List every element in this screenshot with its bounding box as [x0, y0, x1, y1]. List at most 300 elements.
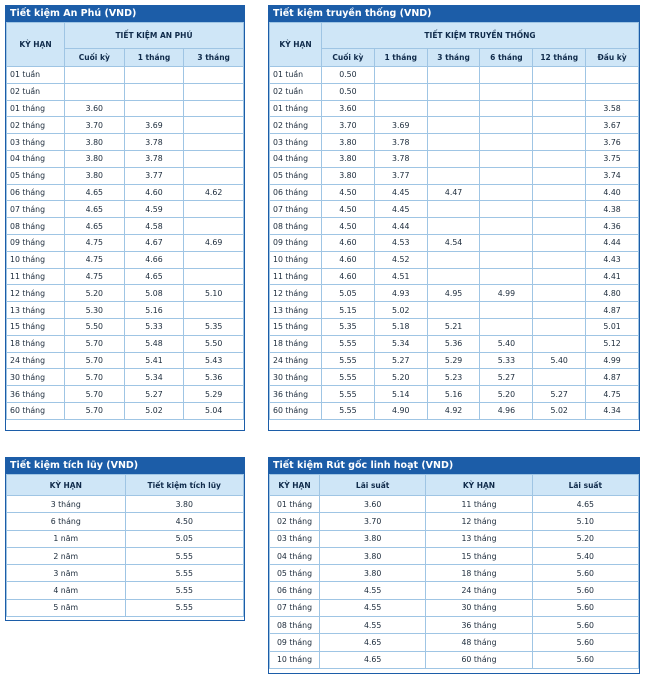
traditional-rate-cell: 3.60	[322, 100, 375, 117]
anphu-term-header: KỲ HẠN	[7, 23, 65, 67]
accumulate-rate-cell: 3 năm	[7, 565, 126, 582]
accumulate-row	[7, 530, 244, 547]
traditional-rate-cell	[533, 318, 586, 335]
traditional-rate-cell	[533, 117, 586, 134]
anphu-row	[7, 335, 244, 352]
traditional-rate-cell: 4.87	[586, 302, 639, 319]
traditional-rate-cell	[427, 117, 480, 134]
traditional-row	[270, 184, 639, 201]
anphu-rate-cell: 5.70	[65, 402, 125, 419]
anphu-term-cell: 13 tháng	[7, 302, 65, 319]
anphu-rate-cell: 3.70	[65, 117, 125, 134]
traditional-rate-cell: 4.60	[322, 234, 375, 251]
traditional-rate-cell: 4.90	[374, 402, 427, 419]
accumulate-row	[7, 547, 244, 564]
accumulate-table	[6, 474, 244, 617]
traditional-row	[270, 67, 639, 84]
accumulate-rate-cell: 5 năm	[7, 599, 126, 616]
accumulate-rate-header: Tiết kiệm tích lũy	[125, 475, 244, 496]
flexible-row	[270, 513, 639, 530]
traditional-rate-cell: 3.67	[586, 117, 639, 134]
anphu-table	[6, 22, 244, 420]
anphu-rate-cell	[124, 100, 184, 117]
traditional-rate-cell: 3.80	[322, 167, 375, 184]
traditional-term-cell: 24 tháng	[270, 352, 322, 369]
traditional-rate-cell	[427, 201, 480, 218]
traditional-rate-cell	[533, 268, 586, 285]
anphu-rate-cell: 3.77	[124, 167, 184, 184]
traditional-table	[269, 22, 639, 420]
accumulate-term-header: KỲ HẠN	[7, 475, 126, 496]
traditional-rate-cell: 4.60	[322, 268, 375, 285]
anphu-term-cell: 07 tháng	[7, 201, 65, 218]
anphu-rate-cell: 3.78	[124, 150, 184, 167]
traditional-row	[270, 369, 639, 386]
traditional-rate-cell	[427, 302, 480, 319]
anphu-rate-cell	[184, 100, 244, 117]
flexible-rate-cell: 3.80	[320, 565, 426, 582]
anphu-row	[7, 386, 244, 403]
traditional-rate-cell: 4.44	[586, 234, 639, 251]
anphu-term-cell: 36 tháng	[7, 386, 65, 403]
flexible-row	[270, 565, 639, 582]
anphu-row	[7, 218, 244, 235]
traditional-rate-cell: 4.95	[427, 285, 480, 302]
anphu-term-cell: 10 tháng	[7, 251, 65, 268]
traditional-rate-cell: 4.96	[480, 402, 533, 419]
anphu-rate-cell: 3.60	[65, 100, 125, 117]
anphu-term-cell: 04 tháng	[7, 150, 65, 167]
anphu-rate-cell: 5.70	[65, 369, 125, 386]
traditional-rate-cell: 5.35	[322, 318, 375, 335]
anphu-rate-cell: 5.70	[65, 352, 125, 369]
traditional-rate-cell: 4.87	[586, 369, 639, 386]
traditional-rate-cell	[533, 335, 586, 352]
anphu-term-cell: 05 tháng	[7, 167, 65, 184]
anphu-rate-cell: 5.43	[184, 352, 244, 369]
traditional-rate-cell	[374, 67, 427, 84]
accumulate-panel	[5, 457, 245, 621]
traditional-rate-cell	[427, 167, 480, 184]
anphu-term-cell: 01 tuần	[7, 67, 65, 84]
anphu-rate-cell: 5.04	[184, 402, 244, 419]
accumulate-rate-cell: 5.55	[125, 599, 244, 616]
flexible-rate-cell: 60 tháng	[426, 651, 532, 668]
traditional-rate-cell	[533, 167, 586, 184]
flexible-rate-cell: 18 tháng	[426, 565, 532, 582]
flexible-term-header: KỲ HẠN	[426, 475, 532, 496]
flexible-rate-cell: 05 tháng	[270, 565, 320, 582]
anphu-term-cell: 24 tháng	[7, 352, 65, 369]
anphu-rate-cell: 5.41	[124, 352, 184, 369]
anphu-rate-cell: 5.08	[124, 285, 184, 302]
anphu-rate-cell: 4.65	[124, 268, 184, 285]
traditional-rate-cell: 4.52	[374, 251, 427, 268]
accumulate-title: Tiết kiệm tích lũy (VND)	[6, 458, 244, 474]
flexible-row	[270, 530, 639, 547]
traditional-term-cell: 01 tháng	[270, 100, 322, 117]
traditional-rate-cell	[480, 302, 533, 319]
traditional-rate-cell: 4.41	[586, 268, 639, 285]
traditional-row	[270, 167, 639, 184]
accumulate-rate-cell: 6 tháng	[7, 513, 126, 530]
traditional-term-cell: 02 tuần	[270, 83, 322, 100]
anphu-rate-cell	[184, 251, 244, 268]
traditional-rate-cell: 5.34	[374, 335, 427, 352]
traditional-rate-cell	[480, 268, 533, 285]
flexible-rate-cell: 4.65	[320, 634, 426, 651]
anphu-term-cell: 12 tháng	[7, 285, 65, 302]
anphu-row	[7, 234, 244, 251]
anphu-rate-cell: 4.65	[65, 218, 125, 235]
traditional-rate-cell	[480, 83, 533, 100]
accumulate-row	[7, 599, 244, 616]
traditional-rate-cell: 4.80	[586, 285, 639, 302]
traditional-rate-cell: 5.23	[427, 369, 480, 386]
traditional-rate-cell	[427, 218, 480, 235]
traditional-rate-cell: 4.43	[586, 251, 639, 268]
anphu-row	[7, 268, 244, 285]
anphu-term-cell: 02 tuần	[7, 83, 65, 100]
traditional-rate-cell	[374, 83, 427, 100]
anphu-rate-cell: 4.67	[124, 234, 184, 251]
traditional-term-cell: 03 tháng	[270, 134, 322, 151]
traditional-rate-cell: 5.01	[586, 318, 639, 335]
accumulate-rate-cell: 5.55	[125, 547, 244, 564]
anphu-row	[7, 100, 244, 117]
anphu-row	[7, 67, 244, 84]
traditional-row	[270, 100, 639, 117]
traditional-term-cell: 18 tháng	[270, 335, 322, 352]
anphu-row	[7, 83, 244, 100]
anphu-rate-cell: 4.75	[65, 268, 125, 285]
traditional-term-cell: 36 tháng	[270, 386, 322, 403]
flexible-rate-cell: 13 tháng	[426, 530, 532, 547]
traditional-rate-cell: 4.50	[322, 184, 375, 201]
traditional-row	[270, 335, 639, 352]
traditional-rate-cell	[427, 251, 480, 268]
anphu-row	[7, 285, 244, 302]
flexible-rate-cell: 5.60	[532, 599, 638, 616]
flexible-rate-cell: 4.65	[532, 496, 638, 513]
anphu-rate-cell: 3.80	[65, 134, 125, 151]
flexible-rate-cell: 4.55	[320, 582, 426, 599]
traditional-rate-cell: 5.02	[533, 402, 586, 419]
traditional-rate-cell: 4.36	[586, 218, 639, 235]
anphu-col-header: Cuối kỳ	[65, 49, 125, 67]
anphu-group-header: TIẾT KIỆM AN PHÚ	[65, 23, 244, 49]
traditional-rate-cell: 4.34	[586, 402, 639, 419]
traditional-rate-cell: 5.29	[427, 352, 480, 369]
flexible-rate-cell: 08 tháng	[270, 617, 320, 634]
anphu-term-cell: 15 tháng	[7, 318, 65, 335]
anphu-rate-cell: 5.33	[124, 318, 184, 335]
traditional-rate-cell: 3.74	[586, 167, 639, 184]
anphu-rate-cell: 5.70	[65, 335, 125, 352]
traditional-rate-cell: 3.76	[586, 134, 639, 151]
anphu-row	[7, 184, 244, 201]
anphu-panel	[5, 5, 245, 431]
traditional-rate-cell: 5.16	[427, 386, 480, 403]
traditional-group-header: TIẾT KIỆM TRUYỀN THỐNG	[322, 23, 639, 49]
anphu-rate-cell: 5.20	[65, 285, 125, 302]
anphu-rate-cell: 4.62	[184, 184, 244, 201]
traditional-rate-cell: 4.38	[586, 201, 639, 218]
anphu-rate-cell: 3.69	[124, 117, 184, 134]
traditional-rate-cell: 4.99	[586, 352, 639, 369]
traditional-rate-cell: 5.55	[322, 352, 375, 369]
anphu-rate-cell: 5.16	[124, 302, 184, 319]
anphu-term-cell: 09 tháng	[7, 234, 65, 251]
traditional-rate-cell: 4.45	[374, 201, 427, 218]
traditional-rate-cell	[533, 67, 586, 84]
traditional-rate-cell: 4.45	[374, 184, 427, 201]
traditional-col-header: 6 tháng	[480, 49, 533, 67]
traditional-rate-cell	[480, 318, 533, 335]
anphu-rate-cell	[184, 167, 244, 184]
anphu-rate-cell	[184, 67, 244, 84]
anphu-row	[7, 167, 244, 184]
traditional-row	[270, 234, 639, 251]
flexible-rate-cell: 03 tháng	[270, 530, 320, 547]
flexible-rate-cell: 24 tháng	[426, 582, 532, 599]
anphu-row	[7, 318, 244, 335]
anphu-rate-cell	[184, 83, 244, 100]
traditional-row	[270, 352, 639, 369]
traditional-row	[270, 150, 639, 167]
traditional-term-cell: 11 tháng	[270, 268, 322, 285]
anphu-rate-cell: 5.35	[184, 318, 244, 335]
anphu-rate-cell: 4.69	[184, 234, 244, 251]
traditional-rate-cell: 3.75	[586, 150, 639, 167]
flexible-rate-cell: 30 tháng	[426, 599, 532, 616]
traditional-rate-cell: 3.78	[374, 150, 427, 167]
traditional-rate-cell	[533, 218, 586, 235]
anphu-rate-cell: 5.34	[124, 369, 184, 386]
traditional-term-cell: 30 tháng	[270, 369, 322, 386]
anphu-rate-cell: 3.80	[65, 150, 125, 167]
anphu-col-header: 1 tháng	[124, 49, 184, 67]
traditional-rate-cell	[480, 201, 533, 218]
flexible-rate-header: Lãi suất	[532, 475, 638, 496]
flexible-rate-cell: 48 tháng	[426, 634, 532, 651]
anphu-rate-cell: 5.48	[124, 335, 184, 352]
flexible-rate-cell: 04 tháng	[270, 547, 320, 564]
traditional-term-cell: 13 tháng	[270, 302, 322, 319]
anphu-rate-cell	[184, 117, 244, 134]
traditional-rate-cell	[533, 234, 586, 251]
traditional-rate-cell: 5.05	[322, 285, 375, 302]
anphu-term-cell: 08 tháng	[7, 218, 65, 235]
anphu-rate-cell	[184, 201, 244, 218]
flexible-rate-header: Lãi suất	[320, 475, 426, 496]
traditional-term-cell: 15 tháng	[270, 318, 322, 335]
flexible-title: Tiết kiệm Rút gốc linh hoạt (VND)	[269, 458, 639, 474]
flexible-rate-cell: 5.60	[532, 617, 638, 634]
anphu-rate-cell: 4.60	[124, 184, 184, 201]
anphu-term-cell: 30 tháng	[7, 369, 65, 386]
traditional-rate-cell	[480, 100, 533, 117]
traditional-rate-cell: 4.53	[374, 234, 427, 251]
traditional-rate-cell: 3.80	[322, 150, 375, 167]
anphu-term-cell: 11 tháng	[7, 268, 65, 285]
anphu-rate-cell	[184, 134, 244, 151]
accumulate-rate-cell: 1 năm	[7, 530, 126, 547]
accumulate-row	[7, 496, 244, 513]
traditional-term-cell: 06 tháng	[270, 184, 322, 201]
traditional-col-header: Cuối kỳ	[322, 49, 375, 67]
flexible-rate-cell: 15 tháng	[426, 547, 532, 564]
traditional-rate-cell: 5.15	[322, 302, 375, 319]
anphu-term-cell: 02 tháng	[7, 117, 65, 134]
flexible-rate-cell: 02 tháng	[270, 513, 320, 530]
accumulate-rate-cell: 3 tháng	[7, 496, 126, 513]
traditional-rate-cell	[533, 150, 586, 167]
traditional-term-cell: 12 tháng	[270, 285, 322, 302]
traditional-rate-cell: 4.92	[427, 402, 480, 419]
traditional-rate-cell: 5.55	[322, 335, 375, 352]
traditional-rate-cell	[533, 302, 586, 319]
traditional-rate-cell: 4.40	[586, 184, 639, 201]
traditional-rate-cell: 0.50	[322, 67, 375, 84]
traditional-row	[270, 318, 639, 335]
traditional-term-cell: 60 tháng	[270, 402, 322, 419]
accumulate-rate-cell: 5.05	[125, 530, 244, 547]
flexible-row	[270, 496, 639, 513]
accumulate-rate-cell: 4.50	[125, 513, 244, 530]
traditional-rate-cell: 4.99	[480, 285, 533, 302]
traditional-rate-cell	[480, 117, 533, 134]
flexible-rate-cell: 06 tháng	[270, 582, 320, 599]
traditional-title: Tiết kiệm truyền thống (VND)	[269, 6, 639, 22]
traditional-rate-cell: 3.80	[322, 134, 375, 151]
anphu-title: Tiết kiệm An Phú (VND)	[6, 6, 244, 22]
anphu-rate-cell: 5.29	[184, 386, 244, 403]
anphu-term-cell: 60 tháng	[7, 402, 65, 419]
traditional-rate-cell	[480, 67, 533, 84]
traditional-rate-cell: 5.55	[322, 402, 375, 419]
traditional-rate-cell: 3.70	[322, 117, 375, 134]
anphu-rate-cell	[65, 83, 125, 100]
traditional-rate-cell: 3.58	[586, 100, 639, 117]
traditional-col-header: Đầu kỳ	[586, 49, 639, 67]
traditional-rate-cell	[533, 201, 586, 218]
flexible-term-header: KỲ HẠN	[270, 475, 320, 496]
flexible-table	[269, 474, 639, 669]
traditional-rate-cell	[427, 67, 480, 84]
flexible-rate-cell: 3.60	[320, 496, 426, 513]
traditional-rate-cell	[533, 184, 586, 201]
traditional-term-cell: 02 tháng	[270, 117, 322, 134]
accumulate-rate-cell: 2 năm	[7, 547, 126, 564]
anphu-rate-cell: 5.50	[184, 335, 244, 352]
flexible-panel	[268, 457, 640, 674]
traditional-rate-cell	[533, 83, 586, 100]
traditional-rate-cell: 5.27	[533, 386, 586, 403]
anphu-rate-cell: 5.02	[124, 402, 184, 419]
traditional-rate-cell: 4.60	[322, 251, 375, 268]
flexible-rate-cell: 09 tháng	[270, 634, 320, 651]
anphu-rate-cell: 4.58	[124, 218, 184, 235]
flexible-rate-cell: 5.60	[532, 582, 638, 599]
traditional-row	[270, 83, 639, 100]
traditional-rate-cell	[480, 150, 533, 167]
traditional-term-cell: 05 tháng	[270, 167, 322, 184]
flexible-rate-cell: 5.20	[532, 530, 638, 547]
traditional-rate-cell: 4.50	[322, 218, 375, 235]
anphu-rate-cell	[184, 150, 244, 167]
flexible-rate-cell: 12 tháng	[426, 513, 532, 530]
flexible-rate-cell: 4.55	[320, 599, 426, 616]
flexible-rate-cell: 5.60	[532, 565, 638, 582]
anphu-rate-cell: 4.65	[65, 184, 125, 201]
anphu-rate-cell	[184, 302, 244, 319]
anphu-rate-cell	[184, 218, 244, 235]
anphu-rate-cell: 5.36	[184, 369, 244, 386]
traditional-row	[270, 285, 639, 302]
traditional-rate-cell: 4.44	[374, 218, 427, 235]
traditional-term-cell: 04 tháng	[270, 150, 322, 167]
flexible-row	[270, 634, 639, 651]
traditional-rate-cell	[427, 150, 480, 167]
traditional-term-header: KỲ HẠN	[270, 23, 322, 67]
flexible-rate-cell: 11 tháng	[426, 496, 532, 513]
traditional-rate-cell: 5.20	[374, 369, 427, 386]
traditional-rate-cell: 5.20	[480, 386, 533, 403]
traditional-rate-cell	[533, 100, 586, 117]
flexible-row	[270, 599, 639, 616]
traditional-rate-cell: 5.12	[586, 335, 639, 352]
traditional-rate-cell	[427, 100, 480, 117]
traditional-rate-cell: 5.33	[480, 352, 533, 369]
traditional-rate-cell: 3.77	[374, 167, 427, 184]
traditional-term-cell: 10 tháng	[270, 251, 322, 268]
anphu-term-cell: 18 tháng	[7, 335, 65, 352]
anphu-row	[7, 352, 244, 369]
flexible-rate-cell: 5.60	[532, 634, 638, 651]
traditional-rate-cell	[427, 83, 480, 100]
traditional-rate-cell	[427, 134, 480, 151]
traditional-row	[270, 218, 639, 235]
traditional-col-header: 1 tháng	[374, 49, 427, 67]
anphu-rate-cell: 5.70	[65, 386, 125, 403]
anphu-row	[7, 369, 244, 386]
accumulate-row	[7, 582, 244, 599]
traditional-rate-cell	[480, 218, 533, 235]
traditional-row	[270, 402, 639, 419]
traditional-row	[270, 117, 639, 134]
anphu-rate-cell: 4.75	[65, 234, 125, 251]
accumulate-row	[7, 565, 244, 582]
traditional-row	[270, 251, 639, 268]
anphu-row	[7, 201, 244, 218]
traditional-row	[270, 134, 639, 151]
flexible-rate-cell: 5.60	[532, 651, 638, 668]
anphu-term-cell: 01 tháng	[7, 100, 65, 117]
traditional-rate-cell: 5.14	[374, 386, 427, 403]
traditional-rate-cell: 4.93	[374, 285, 427, 302]
anphu-rate-cell: 3.80	[65, 167, 125, 184]
traditional-rate-cell	[533, 285, 586, 302]
anphu-rate-cell	[124, 83, 184, 100]
traditional-term-cell: 07 tháng	[270, 201, 322, 218]
flexible-row	[270, 582, 639, 599]
traditional-rate-cell	[480, 134, 533, 151]
anphu-row	[7, 302, 244, 319]
traditional-rate-cell: 5.27	[374, 352, 427, 369]
traditional-col-header: 3 tháng	[427, 49, 480, 67]
anphu-col-header: 3 tháng	[184, 49, 244, 67]
